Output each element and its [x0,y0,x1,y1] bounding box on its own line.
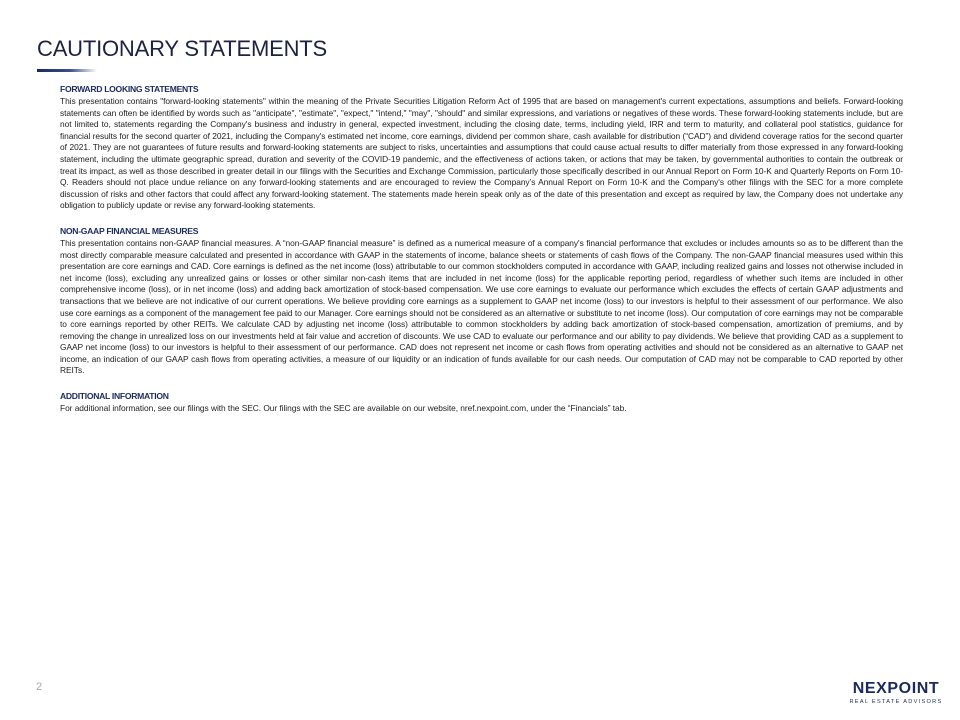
page-title: CAUTIONARY STATEMENTS [37,36,327,61]
section-body-additional-information: For additional information, see our filings with the SEC. Our filings with the SEC are available on our website, nref.nexpoint.com, under the “Financials” tab. [60,403,627,414]
section-body-non-gaap: This presentation contains non-GAAP financial measures. A “non-GAAP financial measure” is defined as a numerical measure of a company's financial performance that excludes or includes amounts so as to be different than the most directly comparable measure calculated and presented in accordance with GAAP in the statements of income, balance sheets or statements of cash flows of the Company. The non-GAAP financial measures used within this presentation are core earnings and CAD. Core earnings is defined as the net income (loss) attributable to our common stockholders computed in accordance with GAAP, including realized gains and losses not otherwise included in net income (loss), excluding any unrealized gains or losses or other similar non-cash items that are included in net income (loss) for the applicable reporting period, regardless of whether such items are included in other comprehensive income (loss), or in net income (loss) and adding back amortization of stock-based compensation. We use core earnings to evaluate our performance which excludes the effects of certain GAAP adjustments and transactions that we believe are not indicative of our current operations. We believe providing core earnings as a supplement to GAAP net income (loss) to our investors is helpful to their assessment of our performance. We also use core earnings as a component of the management fee paid to our Manager. Core earnings should not be considered as an alternative or substitute to net income (loss). Our computation of core earnings may not be comparable to core earnings reported by other REITs. We calculate CAD by adjusting net income (loss) attributable to common stockholders by adding back amortization of stock-based compensation, amortization of premiums, and by removing the change in unrealized loss on our investments held at fair value and accretion of discounts. We use CAD to evaluate our performance and our ability to pay dividends. We believe that providing CAD as a supplement to GAAP net income (loss) to our investors is helpful to their assessment of our performance. CAD does not represent net income or cash flows from operating activities and should not be considered as an alternative to GAAP net income, an indication of our GAAP cash flows from operating activities, a measure of our liquidity or an indication of funds available for our cash needs. Our computation of CAD may not be comparable to CAD reported by other REITs. [60,237,903,376]
section-body-forward-looking: This presentation contains "forward-looking statements" within the meaning of the Private Securities Litigation Reform Act of 1995 that are based on management's current expectations, assumptions and beliefs. Forward-looking statements can often be identified by words such as "anticipate", "estimate", "expect," "intend," "may", "should" and similar expressions, and variations or negatives of these words. These forward-looking statements include, but are not limited to, statements regarding the Company's business and industry in general, expected investment, including the closing date, terms, including yield, IRR and term to maturity, and collateral pool statistics, guidance for financial results for the second quarter of 2021, including the Company's estimated net income, core earnings, dividend per common share, cash available for distribution (“CAD”) and dividend coverage ratios for the second quarter of 2021. They are not guarantees of future results and forward-looking statements are subject to risks, uncertainties and assumptions that could cause actual results to differ materially from those expressed in any forward-looking statement, including the ultimate geographic spread, duration and severity of the COVID-19 pandemic, and the effectiveness of actions taken, or actions that may be taken, by governmental authorities to contain the outbreak or treat its impact, as well as those described in greater detail in our filings with the Securities and Exchange Commission, particularly those specifically described in our Annual Report on Form 10-K and Quarterly Reports on Form 10-Q. Readers should not place undue reliance on any forward-looking statements and are encouraged to review the Company’s Annual Report on Form 10-K and the Company's other filings with the SEC for a more complete discussion of risks and other factors that could affect any forward-looking statement. The statements made herein speak only as of the date of this presentation and except as required by law, the Company does not undertake any obligation to publicly update or revise any forward-looking statements. [60,96,903,211]
cautionary-content [60,83,903,428]
logo-wordmark: NEXPOINT [852,680,940,697]
nexpoint-logo [846,680,946,706]
logo-tagline: REAL ESTATE ADVISORS [849,699,943,705]
section-heading-non-gaap: NON-GAAP FINANCIAL MEASURES [60,225,199,236]
page-number: 2 [36,681,43,693]
title-underline [37,69,97,72]
additional-information-section [60,390,903,415]
forward-looking-section [60,83,903,212]
non-gaap-section [60,225,903,377]
section-heading-additional-information: ADDITIONAL INFORMATION [60,391,169,402]
section-heading-forward-looking: FORWARD LOOKING STATEMENTS [60,84,199,94]
